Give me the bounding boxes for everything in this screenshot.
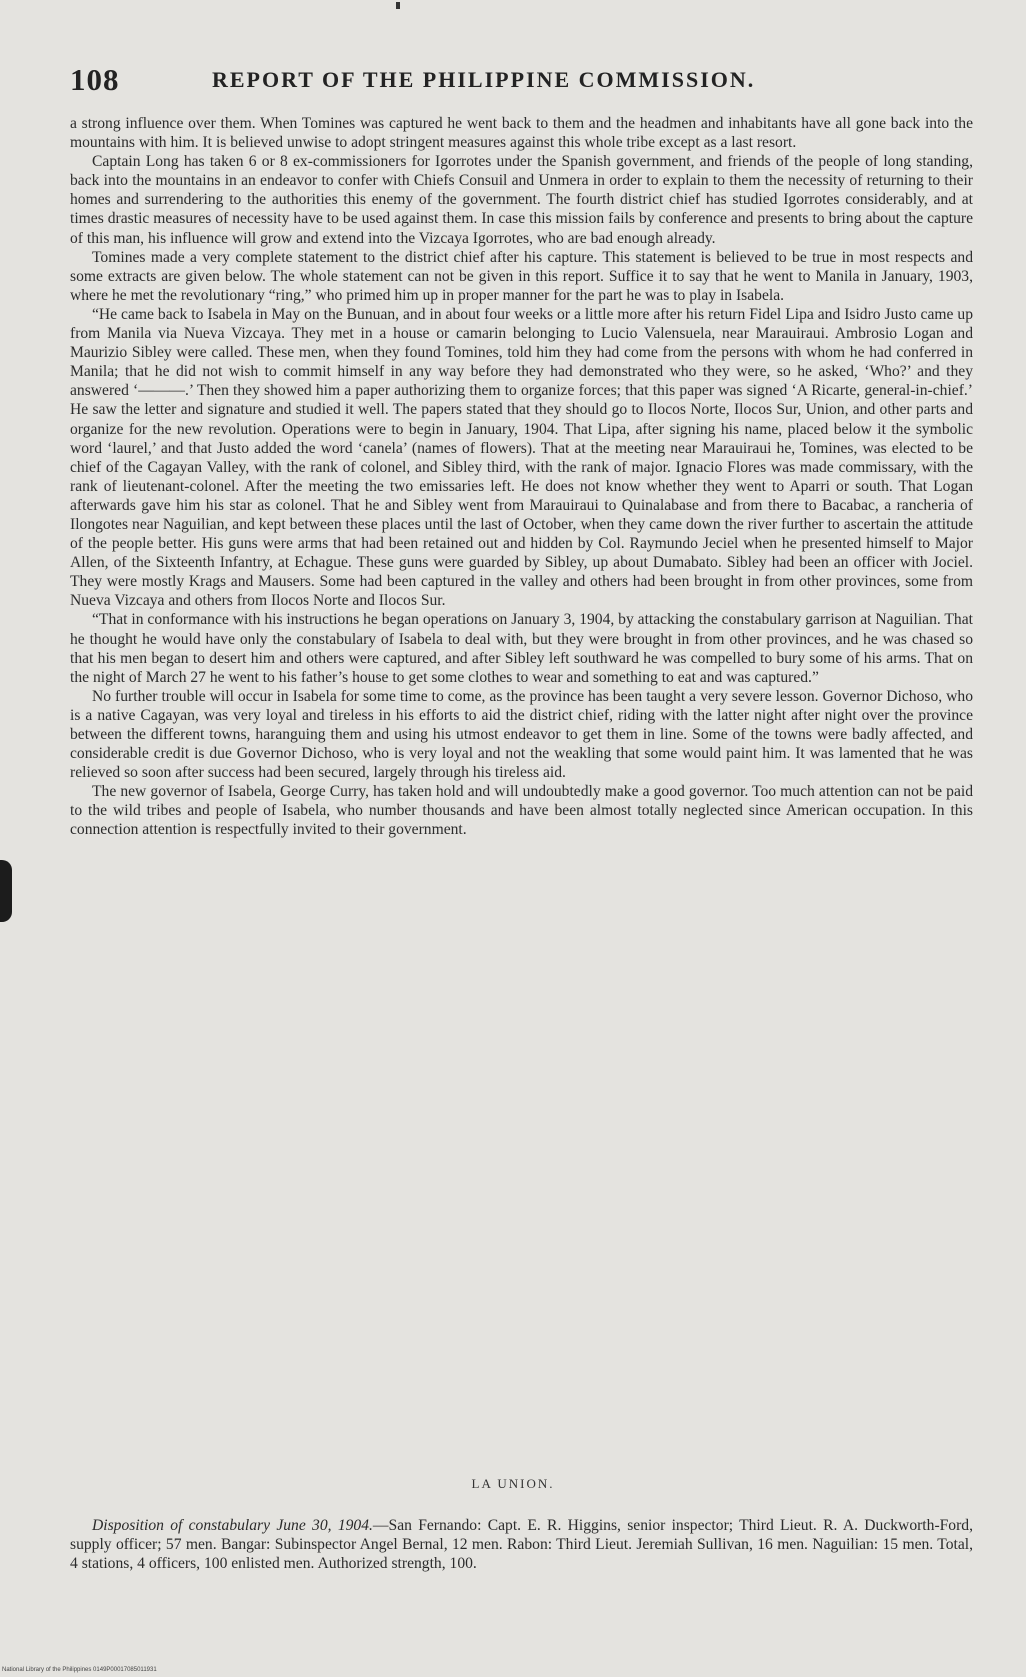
paragraph: Captain Long has taken 6 or 8 ex-commissioners for Igorrotes under the Spanish government, and friends of the people of long standing, back into the mountains in an endeavor to confer with Chiefs Consuil and Unmera in order to explain to them the necessity of returning to their homes and surrendering to the authorities this enemy of the government. The fourth district chief has studied Igorrotes considerably, and at times drastic measures of necessity have to be used against them. In case this mission fails by conference and presents to bring about the capture of this man, his influence will grow and extend into the Vizcaya Igorrotes, who are bad enough already.	[70, 153, 973, 247]
disposition-text: —San Fernando: Capt. E. R. Higgins, senior inspector; Third Lieut. R. A. Duckworth-Ford, supply officer; 57 men. Bangar: Subinspector Angel Bernal, 12 men. Rabon: Third Lieut. Jeremiah Sullivan, 16 men. Naguilian: 15 men. Total, 4 stations, 4 officers, 100 enlisted men. Authorized strength, 100.	[70, 1517, 973, 1573]
paragraph: Tomines made a very complete statement to the district chief after his capture. This statement is believed to be true in most respects and some extracts are given below. The whole statement can not be given in this report. Suffice it to say that he went to Manila in January, 1903, where he met the revolutionary “ring,” who primed him up in proper manner for the part he was to play in Isabela.	[70, 248, 973, 304]
paragraph: The new governor of Isabela, George Curry, has taken hold and will undoubtedly make a good governor. Too much attention can not be paid to the wild tribes and people of Isabela, who number thousands and have been almost totally neglected since American occupation. In this connection attention is respectfully invited to their government.	[70, 783, 973, 839]
body-text	[70, 114, 973, 840]
page-number: 108	[70, 62, 120, 97]
paragraph: No further trouble will occur in Isabela for some time to come, as the province has been taught a very severe lesson. Governor Dichoso, who is a native Cagayan, was very loyal and tireless in his efforts to aid the district chief, riding with the latter night after night over the province between the different towns, haranguing them and using his utmost endeavor to get them in line. Some of the towns were badly affected, and considerable credit is due Governor Dichoso, who is very loyal and not the weakling that some would paint him. It was lamented that he was relieved so soon after success had been secured, largely through his tireless aid.	[70, 687, 973, 782]
library-footer-note: National Library of the Philippines 0149P00017085011931	[2, 1667, 157, 1673]
running-head: REPORT OF THE PHILIPPINE COMMISSION.	[212, 67, 756, 92]
scan-speck	[396, 2, 400, 9]
disposition-paragraph	[70, 1516, 973, 1573]
paragraph: “That in conformance with his instructions he began operations on January 3, 1904, by attacking the constabulary garrison at Naguilian. That he thought he would have only the constabulary of Isabela to deal with, but they were brought in from other provinces, and he was chased so that his men began to desert him and others were captured, and after Sibley left southward he was compelled to bury some of his arms. That on the night of March 27 he went to his father’s house to get some clothes to wear and something to eat and was captured.”	[70, 611, 973, 686]
binding-edge-mark	[0, 860, 12, 922]
paragraph: “He came back to Isabela in May on the Bunuan, and in about four weeks or a little more after his return Fidel Lipa and Isidro Justo came up from Manila via Nueva Vizcaya. They met in a house or camarin belonging to Lucio Valensuela, near Marauiraui. Ambrosio Logan and Maurizio Sibley were called. These men, when they found Tomines, told him they had come from the persons with whom he had conferred in Manila; that he did not wish to commit himself in any way before they had demonstrated who they were, so he asked, ‘Who?’ and they answered ‘———.’ Then they showed him a paper authorizing them to organize forces; that this paper was signed ‘A Ricarte, general-in-chief.’ He saw the letter and signature and studied it well. The papers stated that they should go to Ilocos Norte, Ilocos Sur, Union, and other parts and organize for the new revolution. Operations were to begin in January, 1904. That Lipa, after signing his name, placed below it the symbolic word ‘laurel,’ and that Justo added the word ‘canela’ (names of flowers). That at the meeting near Marauiraui he, Tomines, was elected to be chief of the Cagayan Valley, with the rank of colonel, and Sibley third, with the rank of major. Ignacio Flores was made commissary, with the rank of lieutenant-colonel. After the meeting the two emissaries left. He does not know whether they went to Aparri or south. That Logan afterwards gave him his star as colonel. That he and Sibley went from Marauiraui to Quinalabase and from there to Bacabac, a rancheria of Ilongotes near Naguilian, and kept between these places until the last of October, when they came down the river further to ascertain the attitude of the people better. His guns were arms that had been retained out and hidden by Col. Raymundo Jeciel when he presented himself to Major Allen, of the Sixteenth Infantry, at Echague. These guns were guarded by Sibley, up about Dumabato. Sibley had been an officer with Jociel. They were mostly Krags and Mausers. Some had been captured in the valley and others had been brought in from other provinces, some from Nueva Vizcaya and others from Ilocos Norte and Ilocos Sur.	[70, 305, 973, 610]
disposition-lead: Disposition of constabulary June 30, 1904.	[92, 1517, 373, 1534]
page-header	[70, 62, 970, 102]
section-heading: LA UNION.	[471, 1476, 555, 1491]
paragraph: a strong influence over them. When Tomines was captured he went back to them and the headmen and inhabitants have all gone back into the mountains with him. It is believed unwise to adopt stringent measures against this whole tribe except as a last resort.	[70, 115, 973, 152]
